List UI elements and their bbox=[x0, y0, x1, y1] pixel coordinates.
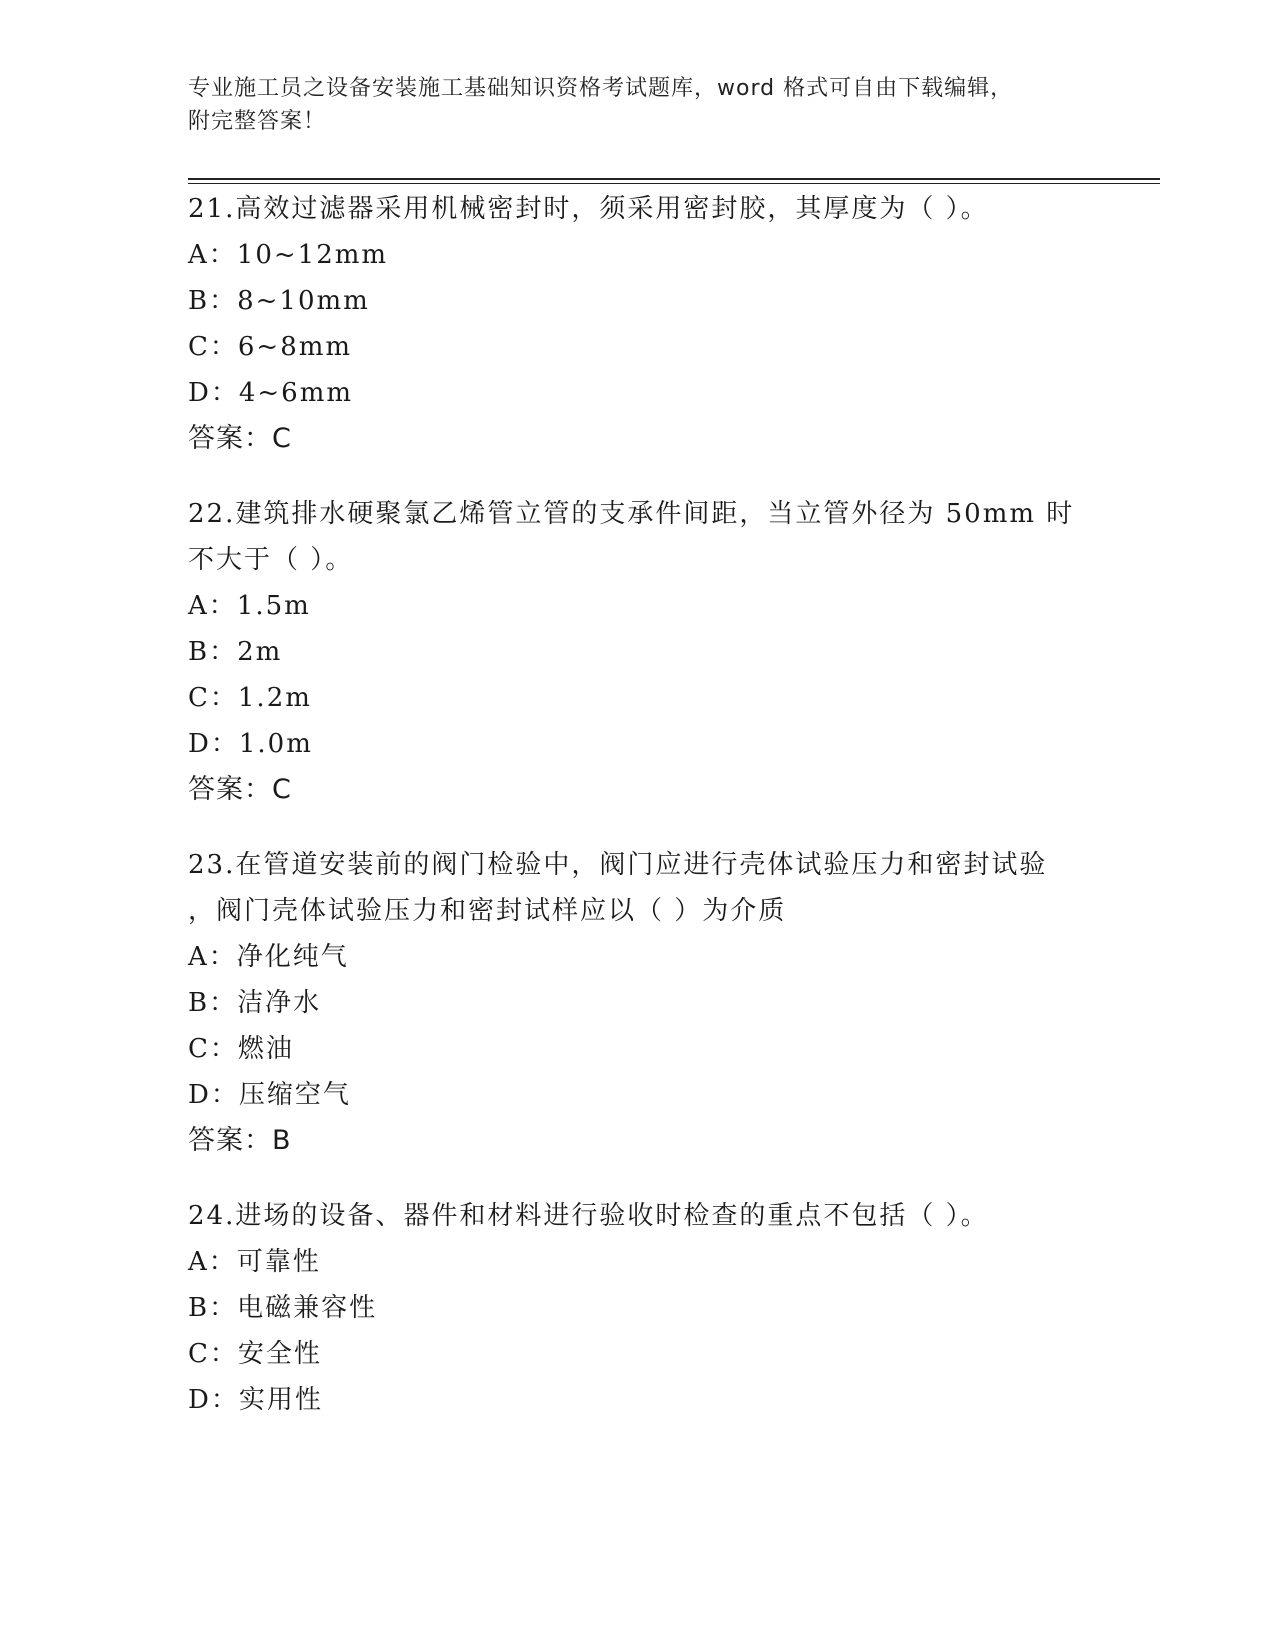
question-text: 24.进场的设备、器件和材料进行验收时检查的重点不包括（ ）。 bbox=[188, 1201, 989, 1231]
option-a: A：可靠性 bbox=[188, 1247, 321, 1277]
header-divider bbox=[188, 178, 1160, 180]
answer: 答案：C bbox=[188, 423, 292, 454]
option-d: D：4~6mm bbox=[188, 378, 354, 408]
question-21 bbox=[188, 186, 1088, 462]
question-text-cont: 不大于（ ）。 bbox=[188, 545, 354, 575]
header-line: 专业施工员之设备安装施工基础知识资格考试题库，word 格式可自由下载编辑， bbox=[188, 76, 1014, 101]
answer: 答案：C bbox=[188, 774, 292, 805]
question-text: 23.在管道安装前的阀门检验中，阀门应进行壳体试验压力和密封试验 bbox=[188, 850, 1048, 880]
document-header bbox=[188, 72, 1068, 138]
option-b: B：2m bbox=[188, 637, 283, 667]
header-line: 附完整答案！ bbox=[188, 109, 327, 134]
question-24 bbox=[188, 1193, 1088, 1423]
option-b: B：洁净水 bbox=[188, 988, 322, 1018]
option-d: D：1.0m bbox=[188, 729, 313, 759]
option-a: A：10~12mm bbox=[188, 240, 389, 270]
option-c: C：6~8mm bbox=[188, 332, 353, 362]
option-d: D：实用性 bbox=[188, 1385, 323, 1415]
option-c: C：安全性 bbox=[188, 1339, 322, 1369]
question-22 bbox=[188, 491, 1088, 813]
option-b: B：电磁兼容性 bbox=[188, 1293, 378, 1323]
header-divider bbox=[188, 183, 1160, 184]
option-c: C：燃油 bbox=[188, 1034, 294, 1064]
answer: 答案：B bbox=[188, 1125, 292, 1156]
question-text: 21.高效过滤器采用机械密封时，须采用密封胶，其厚度为（ ）。 bbox=[188, 194, 989, 224]
question-text: 22.建筑排水硬聚氯乙烯管立管的支承件间距，当立管外径为 50mm 时 bbox=[188, 499, 1075, 529]
option-a: A：1.5m bbox=[188, 591, 311, 621]
question-text-cont: ，阀门壳体试验压力和密封试样应以（ ）为介质 bbox=[188, 896, 787, 926]
question-23 bbox=[188, 842, 1088, 1164]
option-d: D：压缩空气 bbox=[188, 1080, 351, 1110]
option-a: A：净化纯气 bbox=[188, 942, 349, 972]
option-c: C：1.2m bbox=[188, 683, 312, 713]
option-b: B：8~10mm bbox=[188, 286, 370, 316]
